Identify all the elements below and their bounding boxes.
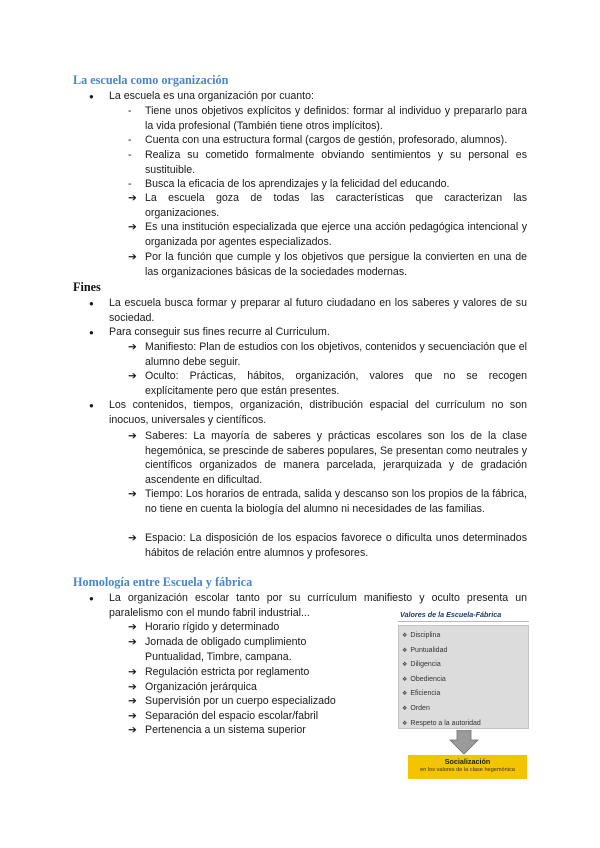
- bullet-marker: ●: [89, 594, 94, 603]
- value-item: ❖ Diligencia: [402, 661, 441, 669]
- arrow-item: Separación del espacio escolar/fabril: [145, 710, 319, 722]
- socializacion-subtitle: en los valores de la clase hegemónica: [420, 767, 515, 773]
- arrow-icon: ➔: [128, 666, 137, 678]
- diamond-icon: ❖: [402, 720, 408, 727]
- section1-intro: La escuela es una organización por cuanto:: [109, 90, 314, 102]
- diamond-icon: ❖: [402, 662, 408, 669]
- arrow-item: Jornada de obligado cumplimiento Puntualidad, Timbre, campana.: [145, 636, 307, 663]
- fines-bullet: Para conseguir sus fines recurre al Curriculum.: [109, 326, 330, 338]
- arrow-icon: ➔: [128, 636, 137, 648]
- arrow-icon: ➔: [128, 710, 137, 722]
- arrow-item: Organización jerárquica: [145, 681, 257, 693]
- value-item: ❖ Eficiencia: [402, 690, 441, 698]
- dash-marker: -: [128, 178, 132, 190]
- section-title-fines: Fines: [73, 280, 101, 294]
- value-item: ❖ Respeto a la autoridad: [402, 719, 481, 727]
- arrow-icon: ➔: [128, 532, 137, 544]
- socializacion-box: [408, 755, 527, 779]
- arrow-icon: ➔: [128, 681, 137, 693]
- fines-bullet: Los contenidos, tiempos, organización, distribución espacial del currículum no son inocuos, universales y científicos.: [109, 399, 527, 426]
- bullet-marker: ●: [89, 92, 94, 101]
- diamond-icon: ❖: [402, 633, 408, 639]
- diamond-icon: ❖: [402, 691, 408, 698]
- arrow-item: Regulación estricta por reglamento: [145, 666, 310, 678]
- bullet-marker: ●: [89, 299, 94, 308]
- dash-item: Cuenta con una estructura formal (cargos de gestión, profesorado, alumnos).: [145, 134, 508, 146]
- arrow-icon: ➔: [128, 488, 137, 500]
- dash-marker: -: [128, 105, 132, 117]
- arrow-icon: ➔: [128, 341, 137, 353]
- arrow-icon: ➔: [128, 695, 137, 707]
- arrow-item: Espacio: La disposición de los espacios favorece o dificulta unos determinados hábitos de relación entre alumnos y profesores.: [145, 532, 527, 559]
- bullet-marker: ●: [89, 401, 94, 410]
- arrow-icon: ➔: [128, 430, 137, 442]
- homologia-bullet: La organización escolar tanto por su currículum manifiesto y oculto presenta un paralelismo con el mundo fabril industrial...: [109, 592, 527, 619]
- dash-item: Tiene unos objetivos explícitos y definidos: formar al individuo y prepararlo para la vida profesional (También tiene otros implícitos).: [145, 105, 527, 132]
- arrow-item: Saberes: La mayoría de saberes y prácticas escolares son los de la clase hegemónica, se prescinde de saberes populares, Se presentan como neutrales y científicos organizados de manera parcelada, jerarquizada y de gradación ascendente en dificultad.: [145, 430, 527, 486]
- arrow-item: Por la función que cumple y los objetivos que persigue la convierten en una de las organizaciones básicas de la sociedades modernas.: [145, 251, 527, 278]
- diamond-icon: ❖: [402, 647, 408, 654]
- arrow-item: Supervisión por un cuerpo especializado: [145, 695, 336, 707]
- value-item: ❖ Disciplina: [402, 632, 441, 639]
- arrow-item: Horario rígido y determinado: [145, 621, 280, 633]
- arrow-icon: ➔: [128, 724, 137, 736]
- figure-title: Valores de la Escuela-Fábrica: [398, 609, 529, 622]
- dash-marker: -: [128, 149, 132, 161]
- arrow-icon: ➔: [128, 370, 137, 382]
- fines-bullet: La escuela busca formar y preparar al futuro ciudadano en los saberes y valores de su sociedad.: [109, 297, 527, 324]
- value-item: ❖ Puntualidad: [402, 646, 448, 654]
- arrow-item: La escuela goza de todas las características que caracterizan las organizaciones.: [145, 192, 527, 219]
- socializacion-title: Socialización: [444, 757, 491, 766]
- arrow-icon: ➔: [128, 221, 137, 233]
- section-title-homologia: Homología entre Escuela y fábrica: [73, 575, 253, 589]
- arrow-icon: ➔: [128, 621, 137, 633]
- escuela-fabrica-figure: [398, 609, 529, 773]
- dash-item: Realiza su cometido formalmente obviando sentimientos y su personal es sustituible.: [145, 149, 527, 176]
- arrow-item: Manifiesto: Plan de estudios con los objetivos, contenidos y secuenciación que el alumno debe seguir.: [145, 341, 527, 368]
- dash-item: Busca la eficacia de los aprendizajes y la felicidad del educando.: [145, 178, 450, 190]
- section-title-escuela-organizacion: La escuela como organización: [73, 73, 229, 87]
- arrow-icon: ➔: [128, 192, 137, 204]
- arrow-item: Tiempo: Los horarios de entrada, salida y descanso son los propios de la fábrica, no tiene en cuenta la biología del alumno ni necesidades de las familias.: [145, 488, 527, 515]
- arrow-icon: ➔: [128, 251, 137, 263]
- diamond-icon: ❖: [402, 676, 408, 683]
- arrow-item: Es una institución especializada que ejerce una acción pedagógica intencional y organizada por agentes especializados.: [145, 221, 527, 248]
- arrow-item: Pertenencia a un sistema superior: [145, 724, 306, 736]
- bullet-marker: ●: [89, 328, 94, 337]
- value-item: ❖ Obediencia: [402, 675, 446, 683]
- values-box: [398, 625, 529, 729]
- down-arrow-icon: [449, 730, 479, 755]
- value-item: ❖ Orden: [402, 704, 430, 712]
- arrow-item: Oculto: Prácticas, hábitos, organización, valores que no se recogen explícitamente pero que están presentes.: [145, 370, 527, 397]
- diamond-icon: ❖: [402, 705, 408, 712]
- dash-marker: -: [128, 134, 132, 146]
